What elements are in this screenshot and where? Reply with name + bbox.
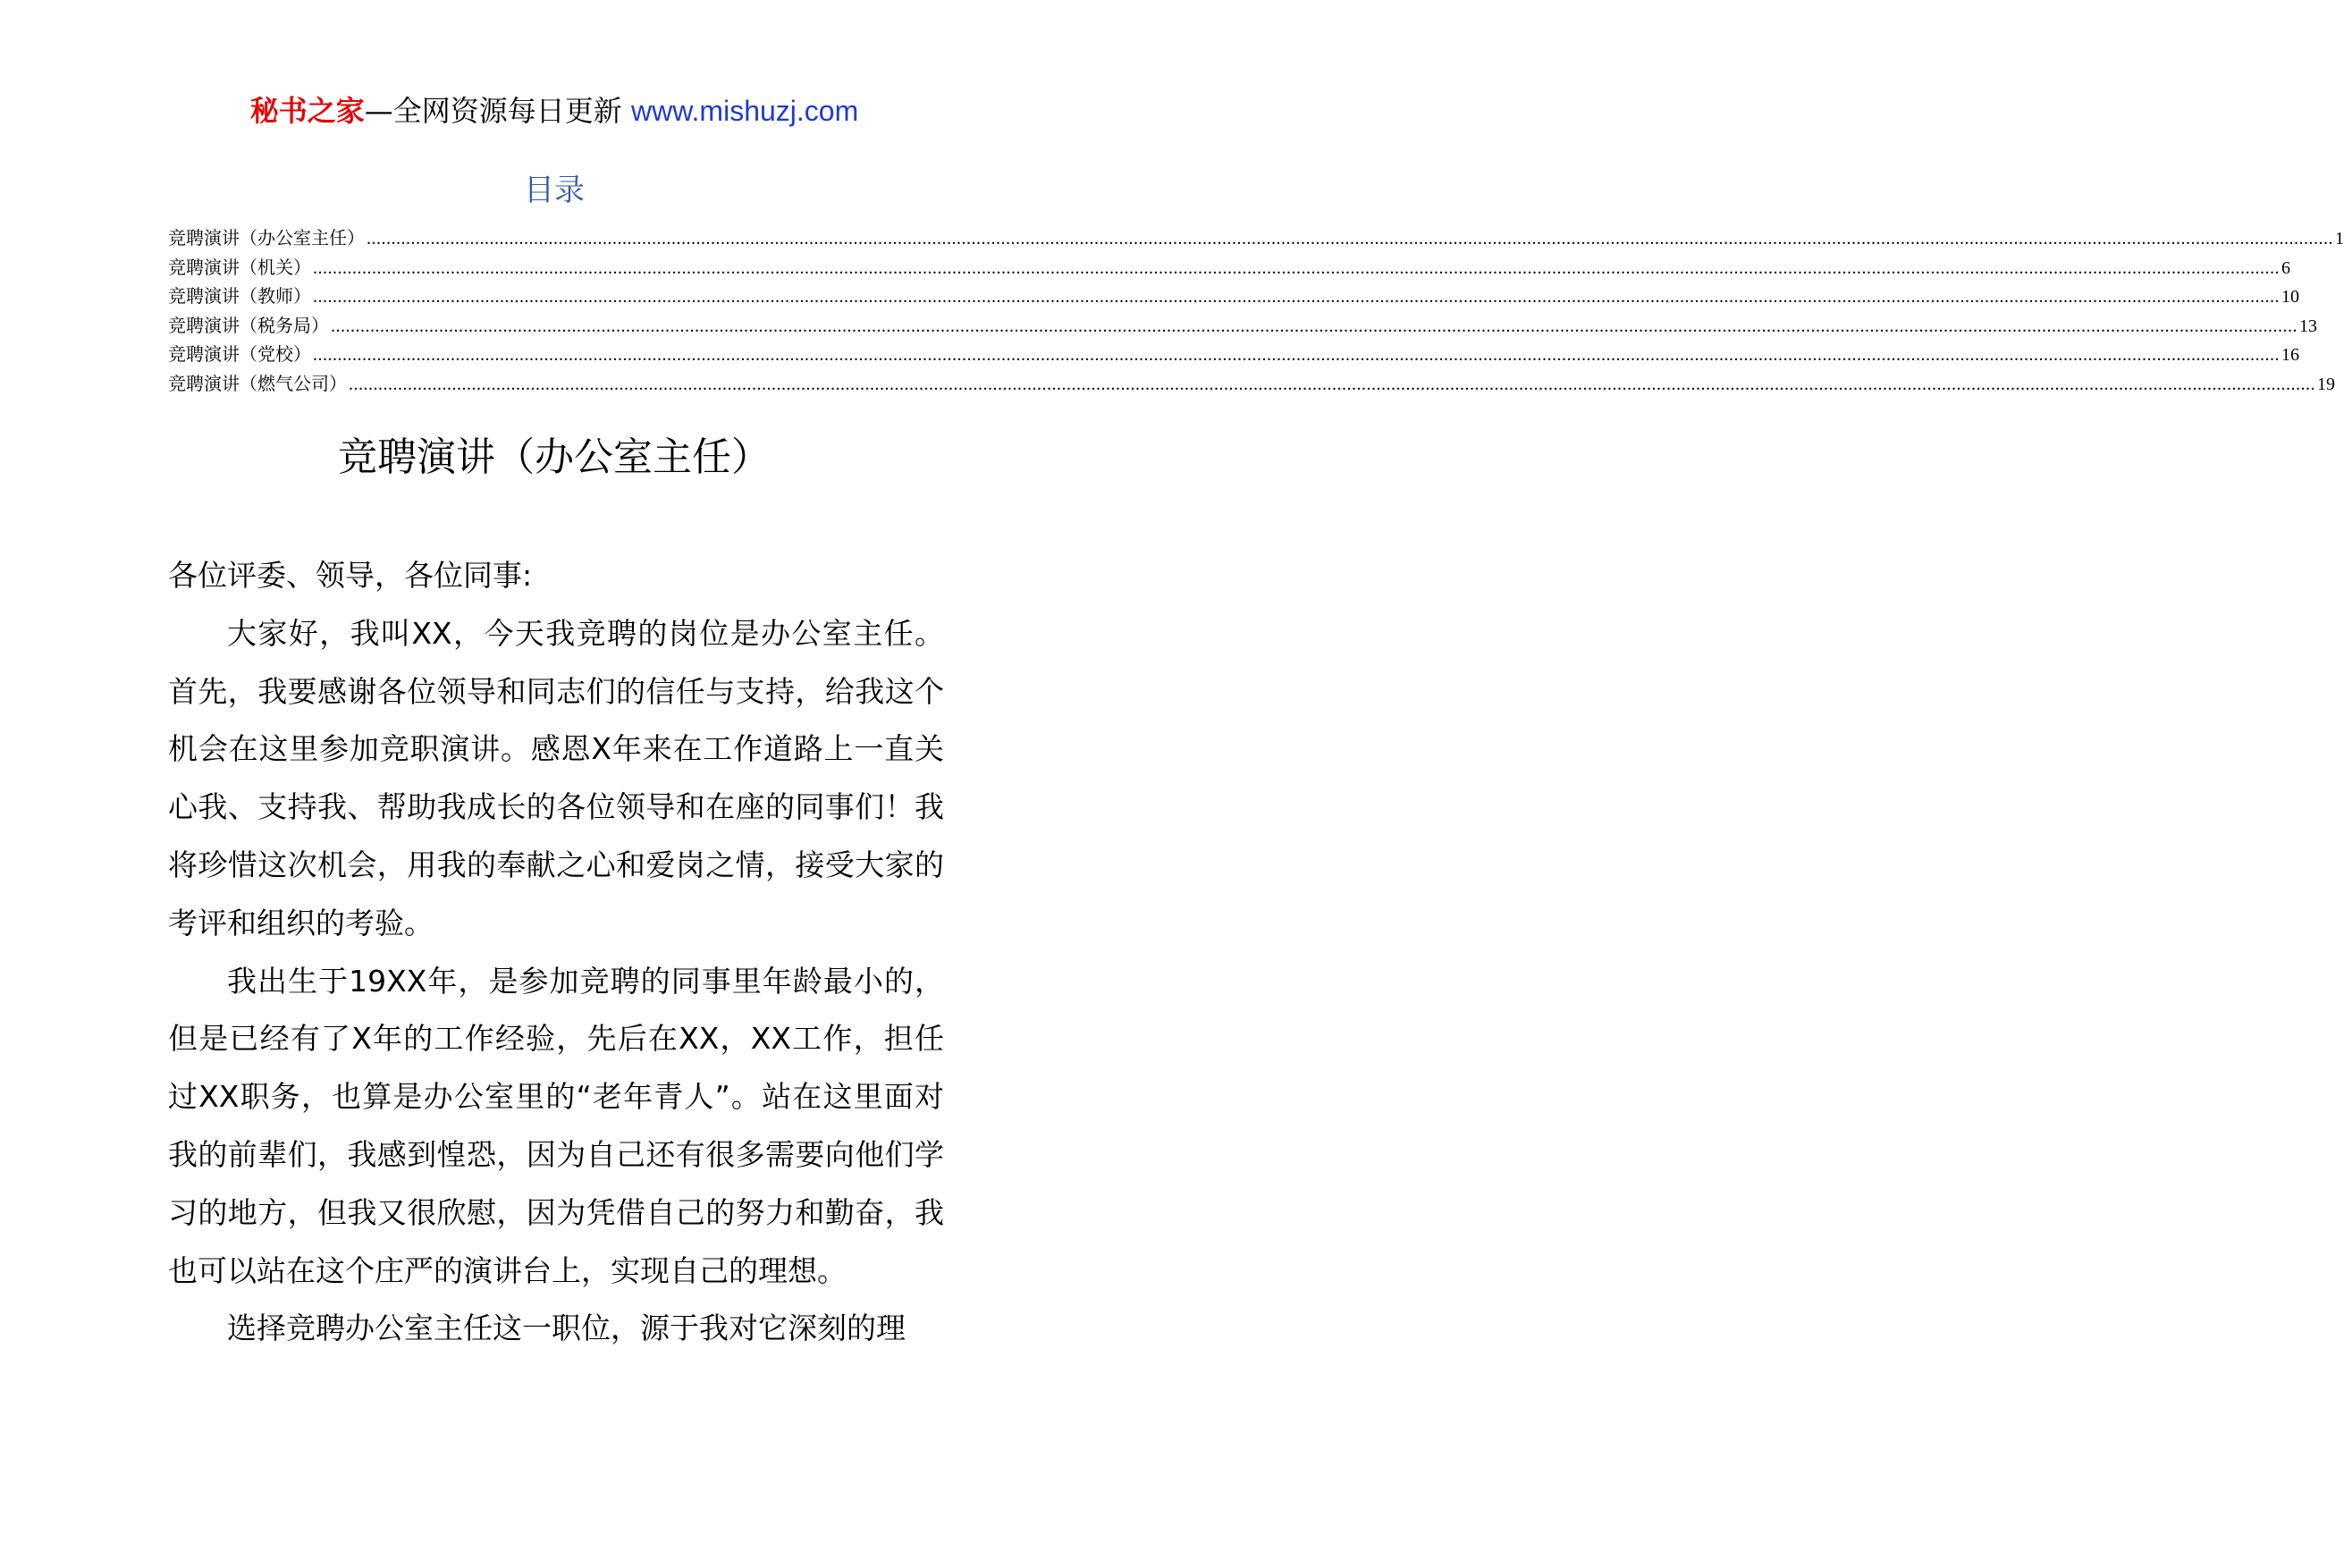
toc-entry-label: 竞聘演讲（办公室主任） — [168, 227, 365, 249]
toc-entry-page: 13 — [2299, 316, 2317, 336]
salutation: 各位评委、领导，各位同事: — [168, 558, 533, 593]
toc-leader-dots: ................................................................................................................................................................................................................................................................................................................................................................................................................ — [313, 257, 2280, 278]
toc-entry-label: 竞聘演讲（党校） — [168, 343, 311, 366]
toc-entry[interactable] — [168, 223, 2344, 253]
body-paragraph: 选择竞聘办公室主任这一职位，源于我对它深刻的理 — [227, 1311, 906, 1346]
body-paragraph: 大家好，我叫XX，今天我竞聘的岗位是办公室主任。首先，我要感谢各位领导和同志们的信任与支持，给我这个机会在这里参加竞职演讲。感恩X年来在工作道路上一直关心我、支持我、帮助我成长的各位领导和在座的同事们！我将珍惜这次机会，用我的奉献之心和爱岗之情，接受大家的考评和组织的考验。 — [168, 615, 944, 940]
toc-leader-dots: ................................................................................................................................................................................................................................................................................................................................................................................................................ — [367, 229, 2333, 249]
toc-entry-page: 1 — [2335, 229, 2344, 249]
toc-entry[interactable] — [168, 340, 2299, 369]
document-body — [168, 547, 944, 1358]
toc-entry-label: 竞聘演讲（机关） — [168, 256, 311, 278]
toc-entry-label: 竞聘演讲（税务局） — [168, 314, 329, 336]
toc-leader-dots: ................................................................................................................................................................................................................................................................................................................................................................................................................ — [331, 316, 2298, 336]
toc-entry-page: 10 — [2281, 287, 2299, 308]
site-url-link[interactable]: www.mishuzj.com — [630, 95, 859, 127]
toc-entry[interactable] — [168, 369, 2335, 399]
toc-entry[interactable] — [168, 311, 2317, 341]
toc-entry-label: 竞聘演讲（燃气公司） — [168, 372, 347, 394]
toc-entry-label: 竞聘演讲（教师） — [168, 285, 311, 308]
banner-tagline: —全网资源每日更新 — [364, 94, 622, 128]
toc-leader-dots: ................................................................................................................................................................................................................................................................................................................................................................................................................ — [313, 287, 2280, 308]
toc-entry-page: 6 — [2281, 257, 2290, 278]
body-paragraph: 我出生于19XX年，是参加竞聘的同事里年龄最小的，但是已经有了X年的工作经验，先后在XX，XX工作，担任过XX职务，也算是办公室里的“老年青人”。站在这里面对我的前辈们，我感到惶恐，因为自己还有很多需要向他们学习的地方，但我又很欣慰，因为凭借自己的努力和勤奋，我也可以站在这个庄严的演讲台上，实现自己的理想。 — [168, 963, 944, 1288]
document-title: 竞聘演讲（办公室主任） — [338, 434, 771, 480]
toc-entry[interactable] — [168, 253, 2290, 282]
brand-name: 秘书之家 — [249, 94, 365, 128]
table-of-contents — [168, 223, 2344, 399]
toc-entry-page: 19 — [2317, 374, 2335, 394]
toc-title: 目录 — [524, 173, 585, 208]
toc-leader-dots: ................................................................................................................................................................................................................................................................................................................................................................................................................ — [349, 374, 2315, 394]
toc-entry[interactable] — [168, 282, 2299, 311]
toc-leader-dots: ................................................................................................................................................................................................................................................................................................................................................................................................................ — [313, 345, 2280, 366]
toc-entry-page: 16 — [2281, 345, 2299, 366]
site-banner — [0, 91, 1109, 131]
